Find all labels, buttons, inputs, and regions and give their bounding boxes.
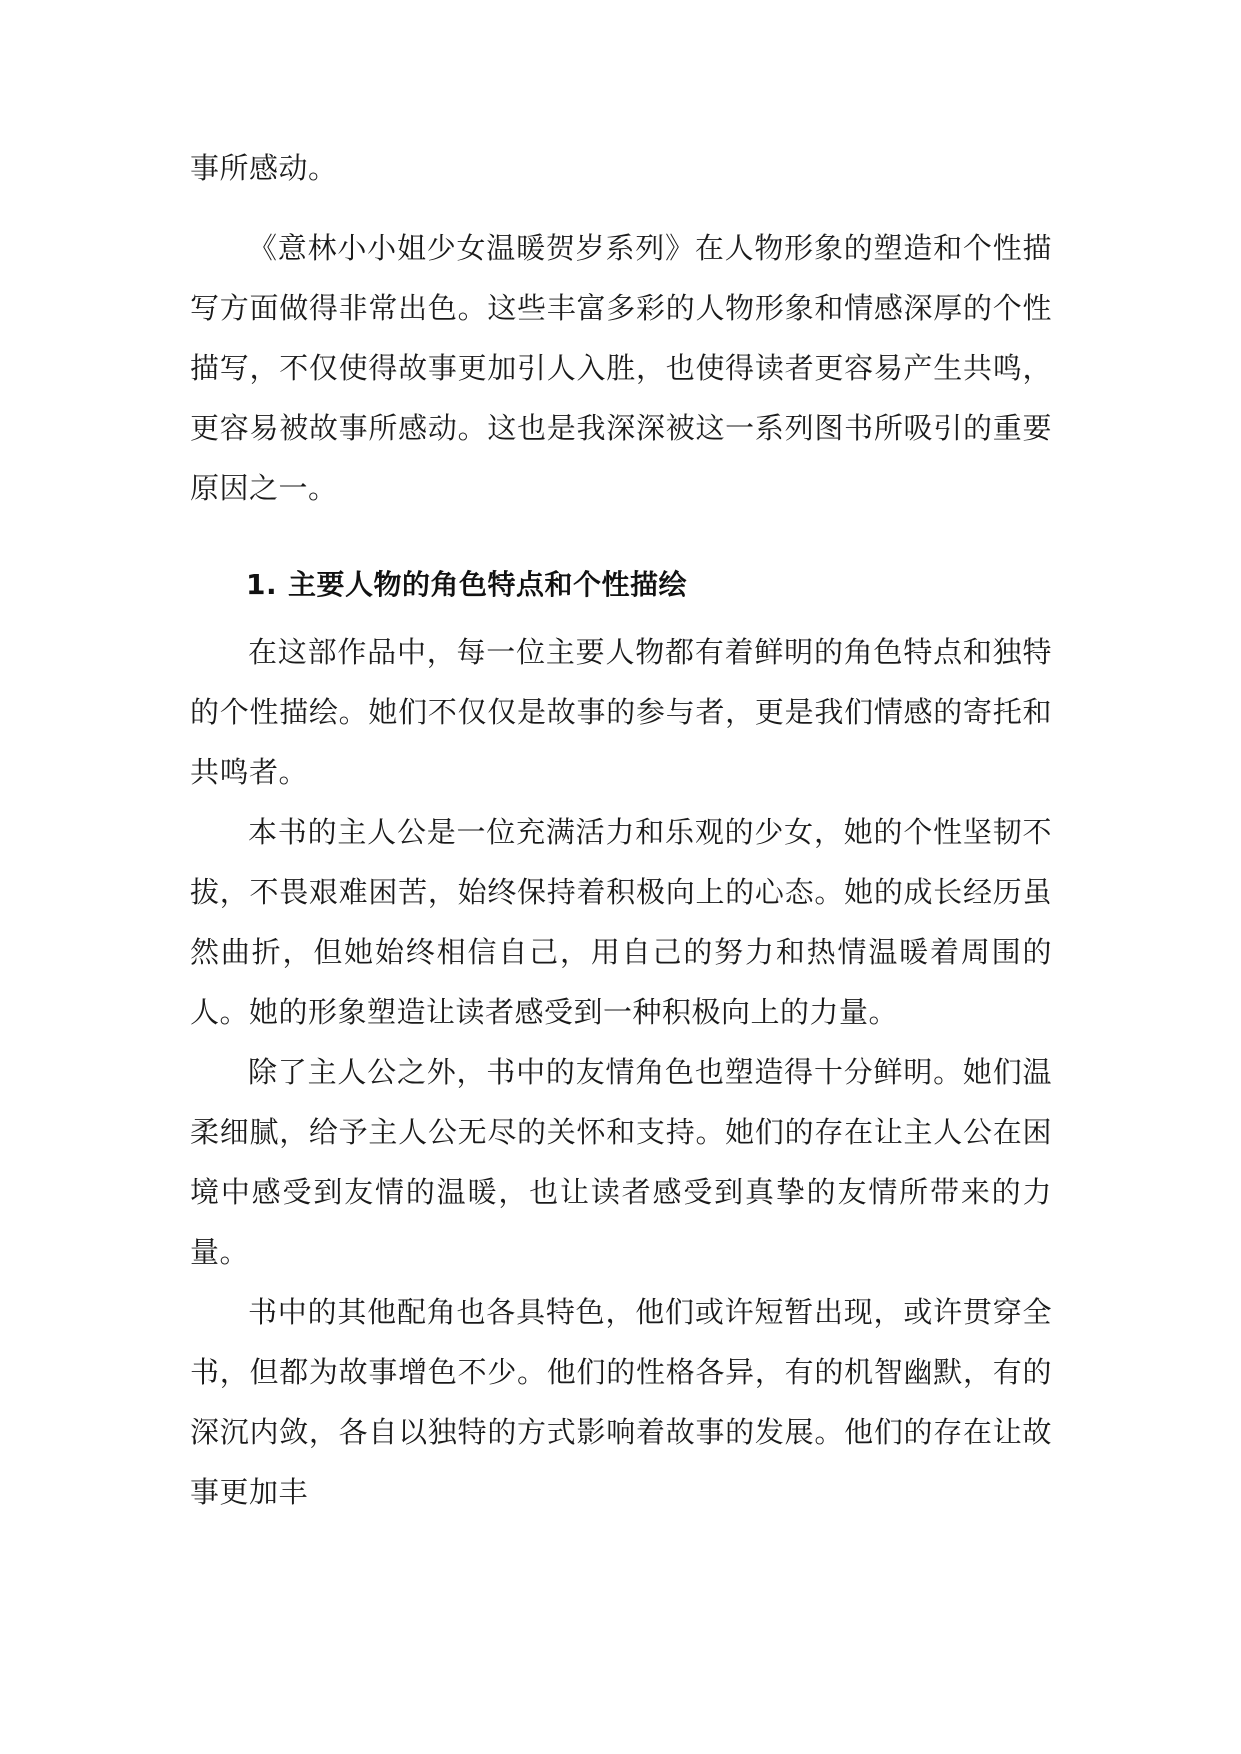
paragraph: 书中的其他配角也各具特色，他们或许短暂出现，或许贯穿全书，但都为故事增色不少。他们的性格各异，有的机智幽默，有的深沉内敛，各自以独特的方式影响着故事的发展。他们的存在让故事更加丰 (190, 1295, 1052, 1509)
paragraph: 本书的主人公是一位充满活力和乐观的少女，她的个性坚韧不拔，不畏艰难困苦，始终保持着积极向上的心态。她的成长经历虽然曲折，但她始终相信自己，用自己的努力和热情温暖着周围的人。她的形象塑造让读者感受到一种积极向上的力量。 (190, 815, 1052, 1029)
document-body (190, 138, 1052, 1522)
paragraph-continuation: 事所感动。 (190, 151, 338, 185)
section-number: 1. (246, 568, 278, 601)
paragraph: 在这部作品中，每一位主要人物都有着鲜明的角色特点和独特的个性描绘。她们不仅仅是故事的参与者，更是我们情感的寄托和共鸣者。 (190, 635, 1052, 789)
paragraph: 除了主人公之外，书中的友情角色也塑造得十分鲜明。她们温柔细腻，给予主人公无尽的关怀和支持。她们的存在让主人公在困境中感受到友情的温暖，也让读者感受到真挚的友情所带来的力量。 (190, 1055, 1052, 1269)
section-heading (190, 555, 1052, 615)
paragraph: 《意林小小姐少女温暖贺岁系列》在人物形象的塑造和个性描写方面做得非常出色。这些丰富多彩的人物形象和情感深厚的个性描写，不仅使得故事更加引人入胜，也使得读者更容易产生共鸣，更容易被故事所感动。这也是我深深被这一系列图书所吸引的重要原因之一。 (190, 231, 1052, 505)
section-title: 主要人物的角色特点和个性描绘 (288, 568, 688, 601)
